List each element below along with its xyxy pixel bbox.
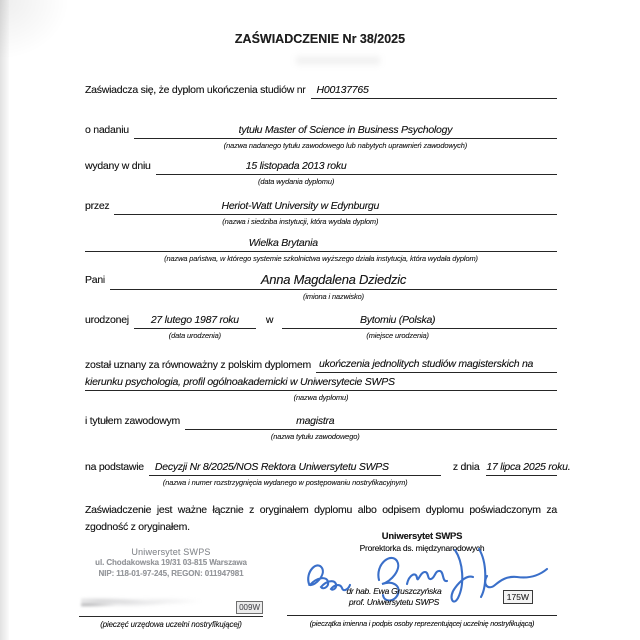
field-rownowazny bbox=[85, 357, 557, 403]
field-label: wydany w dniu bbox=[85, 160, 151, 172]
field-value: tytułu Master of Science in Business Psychology bbox=[134, 123, 557, 139]
birth-place-value: Bytomiu (Polska) bbox=[282, 313, 557, 329]
field-value-line2: kierunku psychologia, profil ogólnoakademicki w Uniwersytecie SWPS bbox=[85, 374, 557, 392]
field-label: z dnia bbox=[452, 461, 480, 473]
field-podstawa bbox=[85, 460, 571, 488]
stamp-university-ids: NIP: 118-01-97-245, REGON: 011947981 bbox=[98, 568, 244, 578]
stamp-code-badge: 009W bbox=[236, 601, 263, 614]
field-caption: (nazwa państwa, w którego systemie szkolnictwa wyższego działa instytucja, która wydała dyplom) bbox=[164, 253, 478, 263]
field-value: Wielka Brytania bbox=[85, 236, 557, 252]
field-caption: (data wydania dyplomu) bbox=[257, 176, 335, 186]
signature-caption: (pieczątka imienna i podpis osoby reprezentującej uczelnię nostryfikującą) bbox=[309, 619, 535, 628]
field-caption: (nazwa dyplomu) bbox=[293, 392, 349, 402]
signer-name: dr hab. Ewa Gruszczyńska bbox=[346, 586, 442, 596]
field-caption: (data urodzenia) bbox=[168, 330, 221, 340]
stamp-university-name: Uniwersytet SWPS bbox=[131, 547, 211, 557]
field-urodzonej bbox=[85, 313, 557, 341]
field-label: urodzonej bbox=[85, 314, 129, 326]
field-label: przez bbox=[85, 200, 110, 212]
validity-note: Zaświadczenie jest ważne łącznie z oryginałem dyplomu albo odpisem dyplomu poświadczonym za zgodność z oryginałem. bbox=[85, 504, 557, 533]
field-przez bbox=[85, 199, 557, 227]
diploma-number-value: H00137765 bbox=[311, 83, 557, 99]
stamp-signature-line bbox=[79, 616, 263, 617]
signature-code-badge: 175W bbox=[503, 590, 533, 604]
official-stamp-block bbox=[79, 546, 263, 629]
official-stamp-area bbox=[79, 589, 263, 615]
field-wydany-w-dniu bbox=[85, 159, 557, 187]
stamp-university-address: ul. Chodakowska 19/31 03-815 Warszawa bbox=[95, 558, 247, 567]
field-caption: (nazwa i numer rozstrzygnięcia wydanego w postępowaniu nostryfikacyjnym) bbox=[162, 477, 408, 487]
field-label: Pani bbox=[85, 274, 106, 286]
stamp-smudge bbox=[81, 595, 211, 609]
scan-corner-smudge bbox=[0, 0, 70, 60]
field-label: o nadaniu bbox=[85, 124, 129, 136]
field-caption: (nazwa tytułu zawodowego) bbox=[270, 431, 360, 441]
document-title: ZAŚWIADCZENIE Nr 38/2025 bbox=[234, 32, 406, 46]
stamp-caption: (pieczęć urzędowa uczelni nostryfikującej) bbox=[100, 620, 242, 629]
field-caption: (nazwa i siedziba instytucji, która wydała dyplom) bbox=[222, 216, 379, 226]
field-label: w bbox=[265, 314, 274, 326]
field-caption: (imiona i nazwisko) bbox=[303, 291, 364, 301]
field-value: 15 listopada 2013 roku bbox=[156, 159, 557, 175]
field-tytul-zawodowy bbox=[85, 414, 557, 442]
field-pani bbox=[85, 271, 557, 302]
field-label: został uznany za równoważny z polskim dyplomem bbox=[85, 359, 312, 371]
field-value-line1: ukończenia jednolitych studiów magisterskich na bbox=[316, 357, 557, 373]
field-o-nadaniu bbox=[85, 123, 557, 151]
field-panstwo bbox=[85, 236, 557, 264]
decision-date-value: 17 lipca 2025 roku. bbox=[486, 460, 557, 476]
holder-name-value: Anna Magdalena Dziedzic bbox=[110, 271, 557, 290]
signer-university-name: Uniwersytet SWPS bbox=[381, 531, 463, 542]
field-value: Heriot-Watt University w Edynburgu bbox=[114, 199, 557, 215]
field-label: i tytułem zawodowym bbox=[85, 415, 181, 427]
field-value: magistra bbox=[185, 414, 557, 430]
field-caption: (miejsce urodzenia) bbox=[366, 330, 429, 340]
signature-line bbox=[287, 615, 557, 616]
decision-value: Decyzji Nr 8/2025/NOS Rektora Uniwersytetu SWPS bbox=[149, 460, 441, 476]
field-caption: (nazwa nadanego tytułu zawodowego lub nabytych uprawnień zawodowych) bbox=[223, 140, 468, 150]
signer-title: prof. Uniwersytetu SWPS bbox=[348, 597, 440, 607]
field-label: na podstawie bbox=[85, 461, 144, 473]
signature-block bbox=[287, 531, 557, 628]
field-diploma-number bbox=[85, 83, 557, 99]
signature-area bbox=[287, 554, 557, 610]
signer-role: Prorektorka ds. międzynarodowych bbox=[359, 543, 485, 553]
scan-edge-artifact bbox=[0, 0, 9, 640]
field-label: Zaświadcza się, że dyplom ukończenia studiów nr bbox=[85, 84, 306, 96]
document-body bbox=[85, 0, 571, 640]
birth-date-value: 27 lutego 1987 roku bbox=[134, 313, 256, 329]
